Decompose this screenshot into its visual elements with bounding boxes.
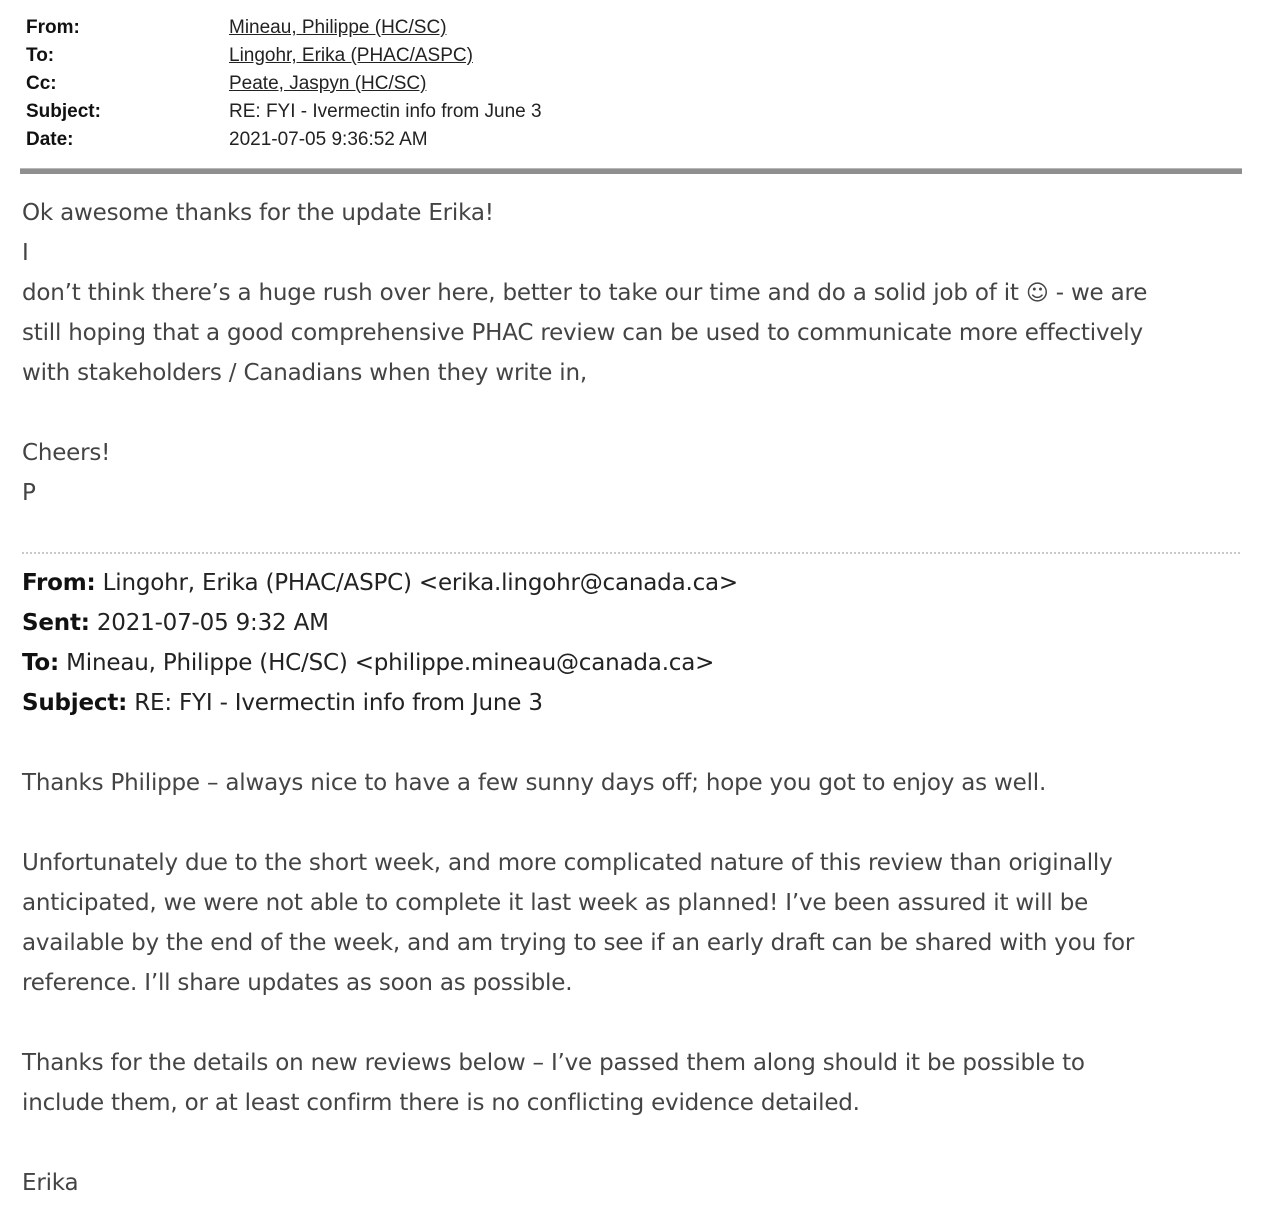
reply-line: still hoping that a good comprehensive PHAC review can be used to communicate more effectively (22, 320, 1143, 346)
fwd-from-label: From: (22, 570, 96, 596)
fwd-paragraph-line: Unfortunately due to the short week, and more complicated nature of this review than originally (22, 850, 1113, 876)
fwd-from-row (22, 563, 738, 603)
smiley-icon: ☺ (1025, 281, 1049, 306)
reply-line: I (22, 240, 29, 266)
reply-body (22, 193, 1147, 513)
reply-signature: P (22, 480, 36, 506)
message-separator (22, 552, 1240, 554)
fwd-to-value: Mineau, Philippe (HC/SC) <philippe.mineau@canada.ca> (59, 650, 715, 676)
date-value: 2021-07-05 9:36:52 AM (229, 129, 428, 150)
blank-line (22, 1123, 1134, 1163)
fwd-sent-row (22, 603, 738, 643)
header-divider (20, 168, 1242, 174)
header-subject-row (26, 98, 542, 126)
blank-line (22, 393, 1147, 433)
fwd-to-row (22, 643, 738, 683)
fwd-paragraph-line: reference. I’ll share updates as soon as possible. (22, 970, 573, 996)
subject-value: RE: FYI - Ivermectin info from June 3 (229, 101, 542, 122)
from-value[interactable]: Mineau, Philippe (HC/SC) (229, 17, 447, 38)
forwarded-body (22, 763, 1134, 1203)
fwd-subject-row (22, 683, 738, 723)
fwd-paragraph-line: include them, or at least confirm there is no conflicting evidence detailed. (22, 1090, 860, 1116)
reply-line (22, 273, 1147, 313)
cc-label: Cc: (26, 73, 57, 94)
header-from-row (26, 14, 542, 42)
fwd-paragraph-line: available by the end of the week, and am trying to see if an early draft can be shared with you for (22, 930, 1135, 956)
fwd-paragraph-line: Thanks for the details on new reviews below – I’ve passed them along should it be possible to (22, 1050, 1085, 1076)
fwd-subject-value: RE: FYI - Ivermectin info from June 3 (127, 690, 543, 716)
blank-line (22, 803, 1134, 843)
to-label: To: (26, 45, 55, 66)
cc-value[interactable]: Peate, Jaspyn (HC/SC) (229, 73, 427, 94)
fwd-signature: Erika (22, 1170, 79, 1196)
reply-line-text: don’t think there’s a huge rush over here, better to take our time and do a solid job of it (22, 280, 1026, 306)
fwd-from-value: Lingohr, Erika (PHAC/ASPC) <erika.lingohr@canada.ca> (95, 570, 738, 596)
to-value[interactable]: Lingohr, Erika (PHAC/ASPC) (229, 45, 473, 66)
fwd-paragraph-line: Thanks Philippe – always nice to have a few sunny days off; hope you got to enjoy as well. (22, 770, 1047, 796)
subject-label: Subject: (26, 101, 101, 122)
header-date-row (26, 126, 542, 154)
email-header (26, 14, 542, 154)
fwd-sent-value: 2021-07-05 9:32 AM (89, 610, 329, 636)
reply-closing: Cheers! (22, 440, 111, 466)
reply-line-text: - we are (1048, 280, 1148, 306)
blank-line (22, 1003, 1134, 1043)
fwd-subject-label: Subject: (22, 690, 128, 716)
reply-line: Ok awesome thanks for the update Erika! (22, 200, 494, 226)
date-label: Date: (26, 129, 74, 150)
fwd-to-label: To: (22, 650, 60, 676)
fwd-sent-label: Sent: (22, 610, 90, 636)
header-to-row (26, 42, 542, 70)
header-cc-row (26, 70, 542, 98)
reply-line: with stakeholders / Canadians when they write in, (22, 360, 587, 386)
fwd-paragraph-line: anticipated, we were not able to complete it last week as planned! I’ve been assured it will be (22, 890, 1089, 916)
from-label: From: (26, 17, 80, 38)
forwarded-header (22, 563, 738, 723)
